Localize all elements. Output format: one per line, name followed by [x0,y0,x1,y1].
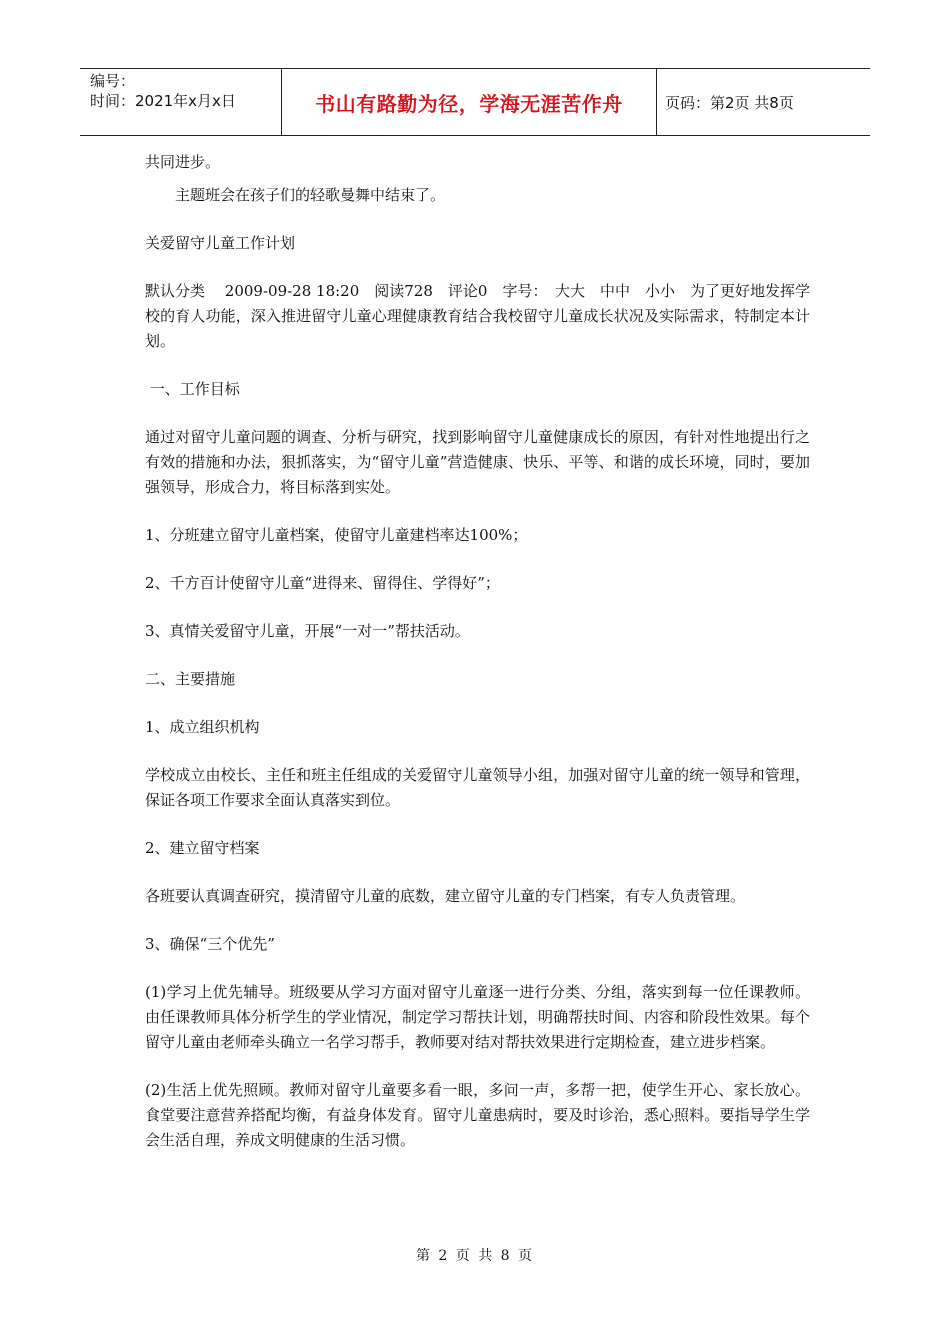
paragraph: 默认分类 2009-09-28 18:20 阅读728 评论0 字号： 大大 中中 小小 为了更好地发挥学校的育人功能，深入推进留守儿童心理健康教育结合我校留守儿童成长状况及实际需求，特制定本计划。 [145,282,810,350]
paragraph: 通过对留守儿童问题的调查、分析与研究，找到影响留守儿童健康成长的原因，有针对性地提出行之有效的措施和办法，狠抓落实，为“留守儿童”营造健康、快乐、平等、和谐的成长环境，同时，要加强领导，形成合力，将目标落到实处。 [145,428,810,496]
list-item: 2、千方百计使留守儿童“进得来、留得住、学得好”； [145,574,500,592]
heading: 一、工作目标 [145,380,240,398]
section-title: 关爱留守儿童工作计划 [145,234,296,252]
page-footer: 第 2 页 共 8 页 [415,1248,535,1264]
header-motto: 书山有路勤为径，学海无涯苦作舟 [282,69,657,135]
document-body [145,150,810,1176]
paragraph: (2)生活上优先照顾。教师对留守儿童要多看一眼，多问一声，多帮一把，使学生开心、家长放心。食堂要注意营养搭配均衡，有益身体发育。留守儿童患病时，要及时诊治，悉心照料。要指导学生学会生活自理，养成文明健康的生活习惯。 [145,1081,810,1149]
subheading: 1、成立组织机构 [145,718,260,736]
page-header [80,68,870,136]
paragraph: 学校成立由校长、主任和班主任组成的关爱留守儿童领导小组，加强对留守儿童的统一领导和管理，保证各项工作要求全面认真落实到位。 [145,766,810,809]
paragraph: (1)学习上优先辅导。班级要从学习方面对留守儿童逐一进行分类、分组，落实到每一位任课教师。由任课教师具体分析学生的学业情况，制定学习帮扶计划，明确帮扶时间、内容和阶段性效果。每个留守儿童由老师牵头确立一名学习帮手，教师要对结对帮扶效果进行定期检查，建立进步档案。 [145,983,810,1051]
header-meta [80,69,282,135]
paragraph: 各班要认真调查研究，摸清留守儿童的底数，建立留守儿童的专门档案，有专人负责管理。 [145,887,746,905]
paragraph: 共同进步。 [145,153,221,171]
subheading: 3、确保“三个优先” [145,935,275,953]
document-number: 编号： [90,72,136,90]
subheading: 2、建立留守档案 [145,839,260,857]
heading: 二、主要措施 [145,670,236,688]
header-page-info: 页码：第2页 共8页 [665,93,794,112]
document-date: 时间：2021年x月x日 [90,92,236,110]
list-item: 1、分班建立留守儿童档案，使留守儿童建档率达100%； [145,526,528,544]
list-item: 3、真情关爱留守儿童，开展“一对一”帮扶活动。 [145,622,470,640]
paragraph: 主题班会在孩子们的轻歌曼舞中结束了。 [175,186,446,204]
